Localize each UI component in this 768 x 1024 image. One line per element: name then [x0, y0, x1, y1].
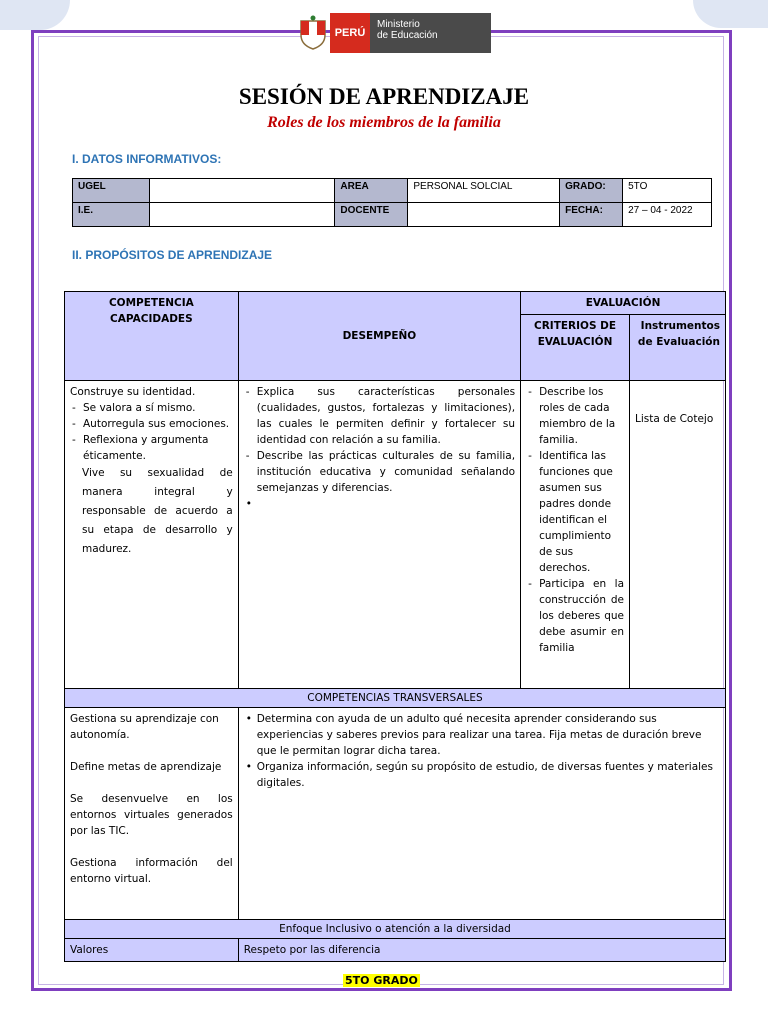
- logo-country: PERÚ: [330, 13, 370, 53]
- capacidades-list: [70, 400, 233, 464]
- coat-of-arms-icon: [296, 13, 330, 53]
- list-item: • Organiza información, según su propósito de estudio, de diversas fuentes y materiales digitales.: [244, 759, 720, 791]
- logo-ministry: Ministerio de Educación: [370, 13, 491, 53]
- capacidad-extra: Vive su sexualidad de manera integral y responsable de acuerdo a su etapa de desarrollo y madurez.: [82, 467, 233, 555]
- valores-value: Respeto por las diferencia: [238, 939, 725, 962]
- competencia-text: Construye su identidad.: [70, 386, 196, 398]
- header-desempeno: DESEMPEÑO: [238, 292, 520, 381]
- header-evaluacion: EVALUACIÓN: [521, 292, 726, 315]
- ugel-value: [149, 179, 335, 203]
- criterios-list: [526, 384, 624, 656]
- header-competencia: COMPETENCIA CAPACIDADES: [65, 292, 239, 381]
- transversales-left-cell: [65, 708, 239, 920]
- list-item: - Reflexiona y argumenta éticamente.: [70, 432, 233, 464]
- list-item: - Explica sus características personales (cualidades, gustos, fortalezas y limitaciones), las cuales le permiten definir y fortalecer su identidad con relación a su familia.: [244, 384, 515, 448]
- minedu-logo: [296, 13, 491, 53]
- ie-label: I.E.: [73, 203, 150, 227]
- section-heading-propositos: II. PROPÓSITOS DE APRENDIZAJE: [72, 248, 273, 262]
- list-item: • Determina con ayuda de un adulto qué necesita aprender considerando sus experiencias y saberes previos para realizar una tarea. Fija metas de duración breve que le permitan lograr dicha tarea.: [244, 711, 720, 759]
- section-heading-datos: I. DATOS INFORMATIVOS:: [72, 152, 222, 166]
- area-value: PERSONAL SOLCIAL: [408, 179, 560, 203]
- propositos-table: [64, 291, 726, 962]
- ie-value: [149, 203, 335, 227]
- grado-label: GRADO:: [560, 179, 623, 203]
- competencia-cell: [65, 381, 239, 689]
- list-item: - Describe los roles de cada miembro de la familia.: [526, 384, 624, 448]
- list-item: - Identifica las funciones que asumen sus padres donde identifican el cumplimiento de sus derechos.: [526, 448, 624, 576]
- valores-label: Valores: [65, 939, 239, 962]
- ugel-label: UGEL: [73, 179, 150, 203]
- list-item: - Participa en la construcción de los deberes que debe asumir en familia: [526, 576, 624, 656]
- enfoque-heading: Enfoque Inclusivo o atención a la diversidad: [65, 920, 726, 939]
- desempenos-list: [244, 384, 515, 496]
- transversal-item: Gestiona su aprendizaje con autonomía.: [70, 713, 219, 741]
- criterios-cell: [521, 381, 630, 689]
- list-item: - Describe las prácticas culturales de su familia, institución educativa y comunidad señalando semejanzas y diferencias.: [244, 448, 515, 496]
- fecha-label: FECHA:: [560, 203, 623, 227]
- header-instrumento: Instrumentos de Evaluación: [630, 315, 726, 381]
- page-subtitle: Roles de los miembros de la familia: [267, 114, 501, 131]
- page-title: SESIÓN DE APRENDIZAJE: [238, 84, 530, 109]
- transversales-right-cell: [238, 708, 725, 920]
- area-label: AREA: [335, 179, 408, 203]
- docente-value: [408, 203, 560, 227]
- transversales-list: [244, 711, 720, 791]
- transversales-heading: COMPETENCIAS TRANSVERSALES: [65, 689, 726, 708]
- transversal-item: Define metas de aprendizaje: [70, 761, 222, 773]
- datos-informativos-table: [72, 178, 712, 227]
- transversal-item: Se desenvuelve en los entornos virtuales generados por las TIC.: [70, 793, 233, 837]
- fecha-value: 27 – 04 - 2022: [623, 203, 712, 227]
- header-criterios: CRITERIOS DE EVALUACIÓN: [521, 315, 630, 381]
- desempeno-cell: [238, 381, 520, 689]
- corner-decoration: [0, 0, 70, 30]
- list-item: - Se valora a sí mismo.: [70, 400, 233, 416]
- instrumento-value: Lista de Cotejo: [630, 381, 726, 689]
- transversal-item: Gestiona información del entorno virtual.: [70, 857, 233, 885]
- grade-footer: 5TO GRADO: [345, 974, 418, 987]
- docente-label: DOCENTE: [335, 203, 408, 227]
- grado-value: 5TO: [623, 179, 712, 203]
- corner-decoration: [693, 0, 768, 28]
- list-item: - Autorregula sus emociones.: [70, 416, 233, 432]
